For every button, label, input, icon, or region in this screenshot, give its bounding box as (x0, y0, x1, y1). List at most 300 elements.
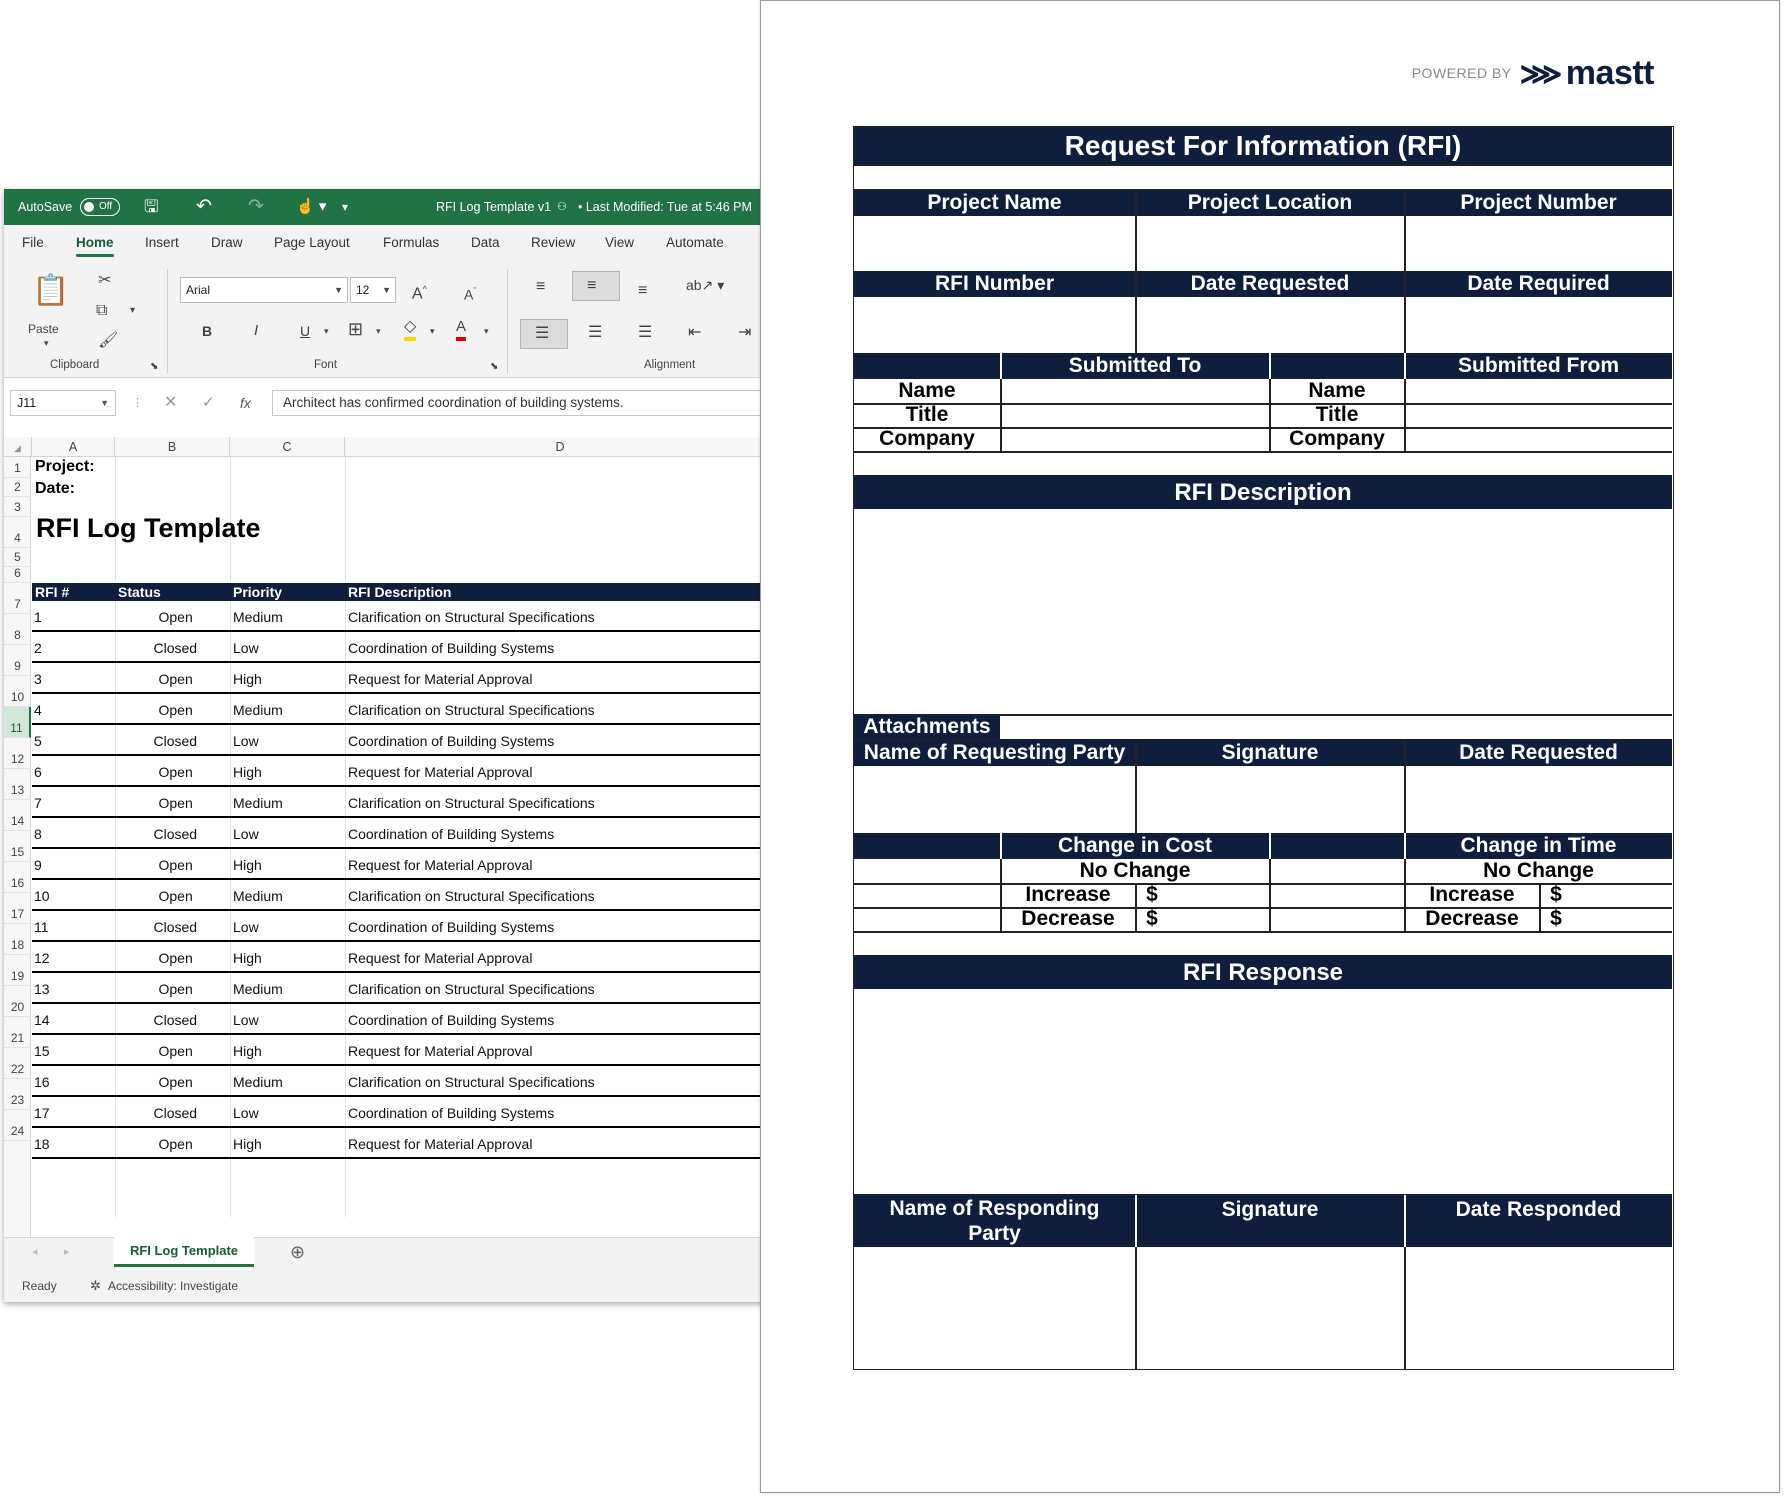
row-header[interactable] (4, 1048, 31, 1079)
submitted-to-label: Submitted To (1068, 354, 1202, 377)
row-number: 14 (10, 814, 25, 828)
row-header[interactable] (4, 583, 31, 614)
row-header[interactable] (4, 955, 31, 986)
responding-party-field[interactable] (854, 1247, 1135, 1369)
header-rfi-number: RFI # (35, 584, 70, 600)
enter-icon[interactable]: ✓ (202, 394, 215, 411)
row-header[interactable] (4, 517, 31, 548)
description-cell[interactable]: Clarification on Structural Specifications (348, 888, 595, 904)
description-cell[interactable]: Coordination of Building Systems (348, 640, 555, 656)
formula-input[interactable]: Architect has confirmed coordination of building systems. (272, 390, 766, 416)
row-header[interactable] (4, 769, 31, 800)
priority-cell[interactable]: Low (233, 826, 259, 842)
row-number: 22 (10, 1062, 25, 1076)
date-responded-label: Date Responded (1455, 1198, 1622, 1221)
time-decrease-label: Decrease (1425, 907, 1519, 930)
tab-formulas[interactable]: Formulas (383, 235, 440, 250)
formula-bar (4, 384, 766, 420)
status-cell[interactable]: Open (158, 1043, 193, 1059)
align-left-button[interactable] (520, 319, 568, 349)
rfi-number-cell[interactable]: 11 (34, 919, 49, 935)
rfi-number-cell[interactable]: 12 (34, 950, 50, 966)
increase-font-icon[interactable]: A^ (412, 284, 427, 303)
table-row[interactable] (32, 1004, 766, 1035)
row-header[interactable] (4, 1079, 31, 1110)
sheet-tab-bar (4, 1237, 766, 1269)
status-ready: Ready (22, 1279, 57, 1293)
change-time-label: Change in Time (1460, 834, 1617, 857)
table-row[interactable] (32, 911, 766, 942)
tab-file[interactable]: File (22, 235, 44, 250)
date-responded-field[interactable] (1405, 1247, 1672, 1369)
file-title[interactable]: RFI Log Template v1 (436, 200, 552, 214)
description-cell[interactable]: Coordination of Building Systems (348, 733, 555, 749)
project-label: Project: (35, 458, 95, 475)
row-number: 3 (14, 500, 21, 514)
chevron-down-icon: ▼ (100, 398, 109, 408)
customize-toolbar-icon[interactable]: ▾ (342, 200, 349, 214)
row-number: 24 (10, 1124, 25, 1138)
row-header[interactable] (4, 831, 31, 862)
table-row[interactable] (32, 1066, 766, 1097)
rfi-number-cell[interactable]: 6 (34, 764, 42, 780)
last-modified[interactable]: • Last Modified: Tue at 5:46 PM (578, 200, 752, 214)
clipboard-launcher-icon[interactable]: ⬊ (150, 361, 159, 372)
rule (1269, 859, 1271, 931)
autosave-toggle[interactable]: Off (80, 198, 120, 216)
font-name-select[interactable] (180, 277, 348, 303)
paste-button[interactable]: Paste (28, 322, 59, 336)
rfi-number-cell[interactable]: 7 (34, 795, 42, 811)
form-title: Request For Information (RFI) (854, 127, 1672, 164)
cost-increase-label: Increase (1025, 883, 1111, 906)
ribbon-tabs (4, 225, 766, 261)
table-row[interactable] (32, 694, 766, 725)
name-box[interactable] (10, 390, 116, 416)
request-date-label: Date Requested (1459, 741, 1618, 764)
align-middle-icon: ≡ (587, 277, 597, 294)
attachments-field[interactable] (1001, 715, 1672, 739)
sheet-title: RFI Log Template (36, 513, 261, 543)
underline-icon[interactable]: U (300, 323, 311, 339)
table-row[interactable] (32, 1035, 766, 1066)
tab-draw[interactable]: Draw (211, 235, 243, 250)
table-row[interactable] (32, 601, 766, 632)
priority-cell[interactable]: Low (233, 1012, 259, 1028)
rfi-number-cell[interactable]: 16 (34, 1074, 50, 1090)
status-cell[interactable]: Closed (153, 1012, 198, 1028)
rfi-response-field[interactable] (854, 989, 1672, 1194)
row-number: 9 (14, 659, 21, 673)
format-painter-icon[interactable]: 🖌 (98, 332, 119, 349)
date-label: Date: (35, 480, 76, 497)
font-name-value: Arial (186, 283, 211, 297)
row-number: 15 (10, 845, 25, 859)
priority-cell[interactable]: Medium (233, 795, 283, 811)
priority-cell[interactable]: Low (233, 1105, 259, 1121)
rfi-number-cell[interactable]: 13 (34, 981, 50, 997)
name-box-value: J11 (17, 396, 37, 410)
time-increase-label: Increase (1429, 883, 1515, 906)
row-header[interactable] (4, 924, 31, 955)
attachments-label: Attachments (854, 715, 1000, 739)
rfi-number-cell[interactable]: 15 (34, 1043, 50, 1059)
status-cell[interactable]: Open (158, 795, 193, 811)
status-cell[interactable]: Open (158, 702, 193, 718)
tab-view[interactable]: View (605, 235, 635, 250)
description-cell[interactable]: Clarification on Structural Specifications (348, 795, 595, 811)
rfi-number-cell[interactable]: 17 (34, 1105, 50, 1121)
rfi-description-field[interactable] (854, 509, 1672, 714)
table-row[interactable] (32, 880, 766, 911)
tab-page-layout[interactable]: Page Layout (274, 235, 350, 250)
row-headers (4, 457, 31, 1237)
description-cell[interactable]: Coordination of Building Systems (348, 826, 555, 842)
status-cell[interactable]: Closed (153, 1105, 198, 1121)
underline-dropdown-icon[interactable]: ▾ (324, 326, 329, 336)
align-bottom-icon[interactable]: ≡ (638, 282, 648, 299)
row-header[interactable] (4, 707, 31, 738)
align-right-icon[interactable]: ☰ (638, 324, 653, 341)
font-group-label: Font (314, 359, 338, 371)
gridline (345, 457, 346, 581)
priority-cell[interactable]: High (233, 764, 262, 780)
status-cell[interactable]: Open (158, 888, 193, 904)
request-date-field[interactable] (1405, 766, 1672, 833)
cost-decrease-label: Decrease (1021, 907, 1115, 930)
row-number: 16 (10, 876, 25, 890)
from-title-label: Title (1315, 403, 1359, 426)
autosave-label: AutoSave (18, 200, 73, 214)
row-header[interactable] (4, 478, 31, 497)
cost-no-change-option[interactable]: No Change (1079, 859, 1191, 882)
status-cell[interactable]: Open (158, 857, 193, 873)
row-number: 1 (14, 461, 21, 475)
column-header-a[interactable]: A (32, 437, 115, 457)
rfi-number-cell[interactable]: 2 (34, 640, 42, 656)
undo-icon[interactable]: ↶ (196, 196, 212, 217)
priority-cell[interactable]: High (233, 671, 262, 687)
priority-cell[interactable]: High (233, 857, 262, 873)
rule (1269, 833, 1271, 859)
fill-color-icon[interactable]: ◇ (404, 317, 416, 341)
cut-icon[interactable]: ✂ (98, 272, 112, 289)
priority-cell[interactable]: Medium (233, 702, 283, 718)
align-left-icon: ☰ (535, 325, 550, 342)
priority-cell[interactable]: Low (233, 733, 259, 749)
submitted-from-label: Submitted From (1458, 354, 1619, 377)
priority-cell[interactable]: Low (233, 640, 259, 656)
date-required-field[interactable] (1405, 297, 1672, 353)
row-number: 18 (10, 938, 25, 952)
description-cell[interactable]: Coordination of Building Systems (348, 1105, 555, 1121)
status-bar (4, 1269, 766, 1302)
to-name-label: Name (898, 379, 956, 402)
borders-icon[interactable]: ⊞ (348, 319, 364, 339)
scroll-right-icon[interactable]: ▸ (64, 1246, 70, 1258)
to-company-label: Company (879, 427, 975, 450)
align-center-icon[interactable]: ☰ (588, 324, 603, 341)
row-header[interactable] (4, 567, 31, 583)
increase-indent-icon[interactable]: ⇥ (738, 324, 752, 341)
description-cell[interactable]: Clarification on Structural Specifications (348, 702, 595, 718)
copy-icon[interactable]: ⧉ (96, 302, 108, 319)
header-status: Status (118, 584, 161, 600)
row-header[interactable] (4, 893, 31, 924)
status-cell[interactable]: Open (158, 671, 193, 687)
status-cell[interactable]: Closed (153, 826, 198, 842)
paste-dropdown-icon[interactable]: ▾ (44, 338, 49, 348)
project-location-field[interactable] (1136, 216, 1404, 271)
mastt-logo-icon: ⋙ (1519, 57, 1562, 91)
priority-cell[interactable]: Medium (233, 888, 283, 904)
rule (1269, 353, 1271, 379)
description-cell[interactable]: Coordination of Building Systems (348, 1012, 555, 1028)
tab-data[interactable]: Data (471, 235, 500, 250)
row-header[interactable] (4, 1110, 31, 1141)
more-icon: ⋮ (132, 397, 143, 409)
status-cell[interactable]: Closed (153, 640, 198, 656)
table-row[interactable] (32, 818, 766, 849)
description-cell[interactable]: Request for Material Approval (348, 857, 533, 873)
italic-icon[interactable]: I (254, 322, 259, 339)
request-signature-label: Signature (1221, 741, 1319, 764)
description-cell[interactable]: Request for Material Approval (348, 1136, 533, 1152)
table-row[interactable] (32, 632, 766, 663)
rfi-number-cell[interactable]: 1 (34, 609, 42, 625)
borders-dropdown-icon[interactable]: ▾ (376, 326, 381, 336)
row-number: 6 (14, 566, 21, 580)
rfi-response-bar: RFI Response (854, 956, 1672, 989)
time-decrease-dollar: $ (1550, 907, 1562, 930)
row-header[interactable] (4, 457, 31, 478)
font-size-value: 12 (356, 283, 370, 297)
description-cell[interactable]: Request for Material Approval (348, 950, 533, 966)
responding-party-label: Name of Responding Party (889, 1197, 1100, 1245)
requesting-party-label: Name of Requesting Party (863, 741, 1126, 764)
tab-insert[interactable]: Insert (145, 235, 179, 250)
response-signature-field[interactable] (1136, 1247, 1404, 1369)
priority-cell[interactable]: High (233, 1136, 262, 1152)
touch-mode-icon[interactable]: ☝ ▾ (296, 198, 327, 215)
row-number: 10 (10, 690, 25, 704)
table-row[interactable] (32, 787, 766, 818)
description-cell[interactable]: Request for Material Approval (348, 671, 533, 687)
row-number: 23 (10, 1093, 25, 1107)
scroll-left-icon[interactable]: ◂ (32, 1246, 38, 1258)
orientation-icon[interactable]: ab↗ ▾ (686, 277, 725, 293)
tab-automate[interactable]: Automate (666, 235, 724, 250)
row-number: 20 (10, 1000, 25, 1014)
description-cell[interactable]: Request for Material Approval (348, 1043, 533, 1059)
rfi-number-cell[interactable]: 4 (34, 702, 42, 718)
row-number: 5 (14, 550, 21, 564)
row-number: 12 (10, 752, 25, 766)
date-requested-label: Date Requested (1190, 272, 1350, 295)
rfi-number-cell[interactable]: 18 (34, 1136, 50, 1152)
table-row[interactable] (32, 973, 766, 1004)
align-top-icon[interactable]: ≡ (536, 278, 546, 295)
sheet-tab-rfi-log[interactable]: RFI Log Template (114, 1237, 254, 1267)
row-header[interactable] (4, 548, 31, 567)
log-table-header (32, 583, 766, 601)
column-header-c[interactable]: C (230, 437, 345, 457)
status-cell[interactable]: Closed (153, 919, 198, 935)
chevron-down-icon: ▼ (334, 285, 343, 295)
font-color-dropdown-icon[interactable]: ▾ (484, 326, 489, 336)
row-header[interactable] (4, 676, 31, 707)
decrease-indent-icon[interactable]: ⇤ (688, 324, 702, 341)
status-cell[interactable]: Open (158, 609, 193, 625)
rfi-number-field[interactable] (854, 297, 1135, 353)
header-priority: Priority (233, 584, 283, 600)
brand-lockup (1412, 53, 1654, 93)
description-cell[interactable]: Clarification on Structural Specifications (348, 1074, 595, 1090)
status-cell[interactable]: Open (158, 950, 193, 966)
rfi-number-cell[interactable]: 9 (34, 857, 42, 873)
row-header[interactable] (4, 1017, 31, 1048)
paste-icon[interactable]: 📋 (32, 274, 70, 307)
column-header-d[interactable]: D (555, 440, 565, 454)
rfi-number-cell[interactable]: 5 (34, 733, 42, 749)
rule (1404, 379, 1406, 451)
share-user-icon: ⚇ (557, 201, 567, 213)
project-number-field[interactable] (1405, 216, 1672, 271)
powered-by-label: POWERED BY (1411, 65, 1512, 81)
rule (854, 931, 1672, 933)
row-header[interactable] (4, 738, 31, 769)
project-name-label: Project Name (927, 191, 1062, 214)
status-cell[interactable]: Open (158, 764, 193, 780)
status-cell[interactable]: Closed (153, 733, 198, 749)
priority-cell[interactable]: High (233, 1043, 262, 1059)
rule (1000, 379, 1002, 451)
clipboard-group-label: Clipboard (50, 359, 100, 371)
project-number-label: Project Number (1460, 191, 1617, 214)
accessibility-status[interactable]: Accessibility: Investigate (108, 1279, 239, 1293)
rule (854, 451, 1672, 453)
redo-icon[interactable]: ↷ (248, 196, 264, 217)
response-signature-label: Signature (1221, 1198, 1319, 1221)
tab-home[interactable]: Home (76, 235, 114, 250)
row-header[interactable] (4, 497, 31, 517)
rfi-number-cell[interactable]: 10 (34, 888, 50, 904)
tab-review[interactable]: Review (531, 235, 576, 250)
ribbon (4, 261, 766, 378)
cancel-icon[interactable]: ✕ (164, 394, 178, 411)
from-company-label: Company (1289, 427, 1385, 450)
row-number: 13 (10, 783, 25, 797)
worksheet-grid[interactable] (4, 437, 766, 1237)
column-header-b[interactable]: B (115, 437, 230, 457)
rfi-number-cell[interactable]: 3 (34, 671, 42, 687)
time-no-change-option[interactable]: No Change (1483, 859, 1594, 882)
font-launcher-icon[interactable]: ⬊ (490, 361, 499, 372)
column-headers (4, 437, 766, 457)
ribbon-separator (167, 269, 168, 373)
cost-increase-dollar: $ (1146, 883, 1158, 906)
description-cell[interactable]: Coordination of Building Systems (348, 919, 555, 935)
rule (1135, 1195, 1137, 1247)
table-row[interactable] (32, 1097, 766, 1128)
row-header[interactable] (4, 645, 31, 676)
row-number: 11 (10, 721, 23, 735)
rfi-description-bar: RFI Description (854, 476, 1672, 509)
excel-window (4, 189, 766, 1302)
time-increase-dollar: $ (1550, 883, 1562, 906)
row-number: 19 (10, 969, 25, 983)
decrease-font-icon[interactable]: $A^ˇ$ (464, 286, 477, 303)
font-color-icon[interactable]: A (456, 317, 466, 341)
header-description: RFI Description (348, 584, 452, 600)
date-required-label: Date Required (1467, 272, 1610, 295)
priority-cell[interactable]: Low (233, 919, 259, 935)
font-size-select[interactable] (350, 277, 396, 303)
row-number: 4 (14, 531, 21, 545)
status-cell[interactable]: Open (158, 1074, 193, 1090)
table-row[interactable] (32, 663, 766, 694)
table-row[interactable] (32, 725, 766, 756)
excel-titlebar (4, 189, 766, 225)
row-number: 2 (14, 480, 21, 494)
row-header[interactable] (4, 862, 31, 893)
rfi-number-cell[interactable]: 14 (34, 1012, 50, 1028)
rfi-document (760, 0, 1780, 1493)
date-requested-field[interactable] (1136, 297, 1404, 353)
requesting-party-field[interactable] (854, 766, 1135, 833)
table-row[interactable] (32, 756, 766, 787)
table-row[interactable] (32, 849, 766, 880)
priority-cell[interactable]: Medium (233, 1074, 283, 1090)
description-cell[interactable]: Clarification on Structural Specifications (348, 609, 595, 625)
row-number: 7 (14, 597, 21, 611)
accessibility-icon[interactable]: ✲ (90, 1278, 101, 1293)
table-row[interactable] (32, 1128, 766, 1159)
project-location-label: Project Location (1187, 191, 1353, 214)
description-cell[interactable]: Clarification on Structural Specifications (348, 981, 595, 997)
priority-cell[interactable]: High (233, 950, 262, 966)
rule (1404, 1195, 1406, 1247)
project-name-field[interactable] (854, 216, 1135, 271)
rfi-number-cell[interactable]: 8 (34, 826, 42, 842)
chevron-down-icon: ▼ (382, 285, 391, 295)
table-row[interactable] (32, 942, 766, 973)
save-icon[interactable]: 🖫 (144, 197, 159, 216)
add-sheet-icon[interactable]: ⊕ (290, 1242, 306, 1262)
corner-icon: ◢ (14, 443, 21, 453)
status-cell[interactable]: Open (158, 1136, 193, 1152)
row-header[interactable] (4, 986, 31, 1017)
row-header[interactable] (4, 614, 31, 645)
select-all-corner[interactable] (4, 437, 32, 457)
description-cell[interactable]: Request for Material Approval (348, 764, 533, 780)
mastt-logo (1520, 54, 1654, 93)
insert-function-icon[interactable]: fx (240, 395, 251, 411)
request-signature-field[interactable] (1136, 766, 1404, 833)
to-title-label: Title (905, 403, 949, 426)
row-number: 21 (10, 1031, 25, 1045)
row-header[interactable] (4, 800, 31, 831)
priority-cell[interactable]: Medium (233, 609, 283, 625)
priority-cell[interactable]: Medium (233, 981, 283, 997)
bold-icon[interactable]: B (202, 323, 213, 339)
rfi-form (853, 126, 1674, 1370)
copy-dropdown-icon[interactable]: ▾ (130, 305, 136, 316)
align-middle-button[interactable] (572, 271, 620, 301)
from-name-label: Name (1308, 379, 1366, 402)
fill-dropdown-icon[interactable]: ▾ (430, 326, 435, 336)
status-cell[interactable]: Open (158, 981, 193, 997)
